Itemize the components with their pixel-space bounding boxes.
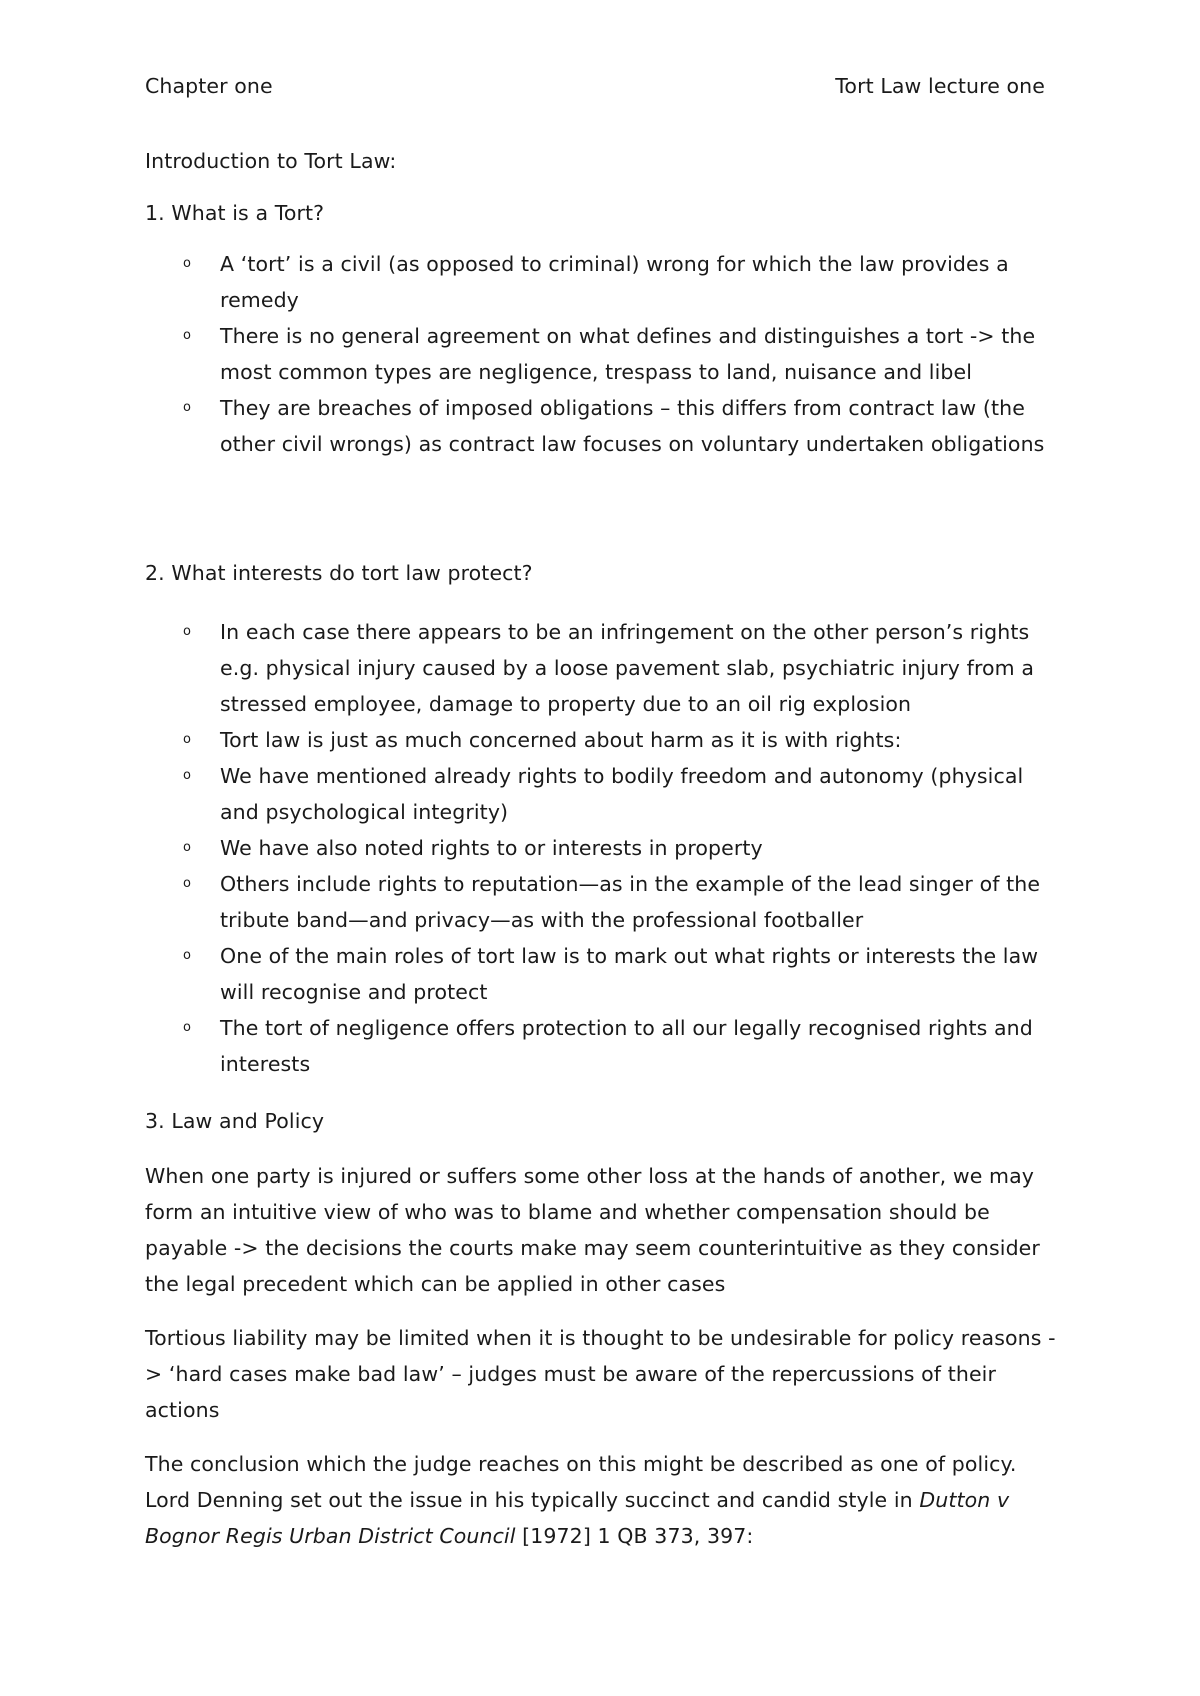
intro-title: Introduction to Tort Law: — [145, 149, 397, 173]
bullet-icon: o — [183, 840, 192, 855]
bullet-icon: o — [183, 400, 192, 415]
bullet-icon: o — [183, 948, 192, 963]
section2-heading: 2. What interests do tort law protect? — [145, 561, 533, 585]
bullet-icon: o — [183, 624, 192, 639]
header-lecture-title: Tort Law lecture one — [835, 74, 1045, 98]
list-item: o There is no general agreement on what defines and distinguishes a tort -> the most common types are negligence, trespass to land, nuisance and libel — [145, 318, 1065, 390]
case-citation: [1972] 1 QB 373, 397: — [515, 1524, 754, 1548]
paragraph-text: The conclusion which the judge reaches on this might be described as one of policy. Lord Denning set out the issue in his typically succinct and candid style in — [145, 1452, 1017, 1512]
list-item: o A ‘tort’ is a civil (as opposed to criminal) wrong for which the law provides a remedy — [145, 246, 1065, 318]
list-item: o Tort law is just as much concerned about harm as it is with rights: — [145, 722, 1065, 758]
bullet-icon: o — [183, 768, 192, 783]
section3-heading: 3. Law and Policy — [145, 1109, 325, 1133]
list-item: o In each case there appears to be an infringement on the other person’s rights e.g. physical injury caused by a loose pavement slab, psychiatric injury from a stressed employee, damage to property due to an oil rig explosion — [145, 614, 1065, 722]
section3-paragraph-1: When one party is injured or suffers some other loss at the hands of another, we may form an intuitive view of who was to blame and whether compensation should be payable -> the decisions the courts make may seem counterintuitive as they consider the legal precedent which can be applied in other cases — [145, 1164, 1040, 1296]
list-item: o Others include rights to reputation—as in the example of the lead singer of the tribute band—and privacy—as with the professional footballer — [145, 866, 1065, 938]
case-name: Dutton v Bognor Regis Urban District Council — [145, 1488, 1010, 1548]
section1-bullet-list — [145, 246, 1065, 462]
list-item: o We have mentioned already rights to bodily freedom and autonomy (physical and psychological integrity) — [145, 758, 1065, 830]
section1-heading: 1. What is a Tort? — [145, 201, 325, 225]
bullet-icon: o — [183, 1020, 192, 1035]
section3-paragraph-2: Tortious liability may be limited when it is thought to be undesirable for policy reasons -> ‘hard cases make bad law’ – judges must be aware of the repercussions of their actions — [145, 1326, 1056, 1422]
page-header — [145, 74, 1045, 104]
header-chapter: Chapter one — [145, 74, 273, 98]
list-item: o We have also noted rights to or interests in property — [145, 830, 1065, 866]
bullet-icon: o — [183, 328, 192, 343]
list-item: o One of the main roles of tort law is to mark out what rights or interests the law will recognise and protect — [145, 938, 1065, 1010]
section2-bullet-list — [145, 614, 1065, 1082]
bullet-icon: o — [183, 256, 192, 271]
section3-paragraph-3 — [145, 1446, 1065, 1554]
list-item: o The tort of negligence offers protection to all our legally recognised rights and interests — [145, 1010, 1065, 1082]
bullet-icon: o — [183, 732, 192, 747]
bullet-icon: o — [183, 876, 192, 891]
list-item: o They are breaches of imposed obligations – this differs from contract law (the other civil wrongs) as contract law focuses on voluntary undertaken obligations — [145, 390, 1065, 462]
